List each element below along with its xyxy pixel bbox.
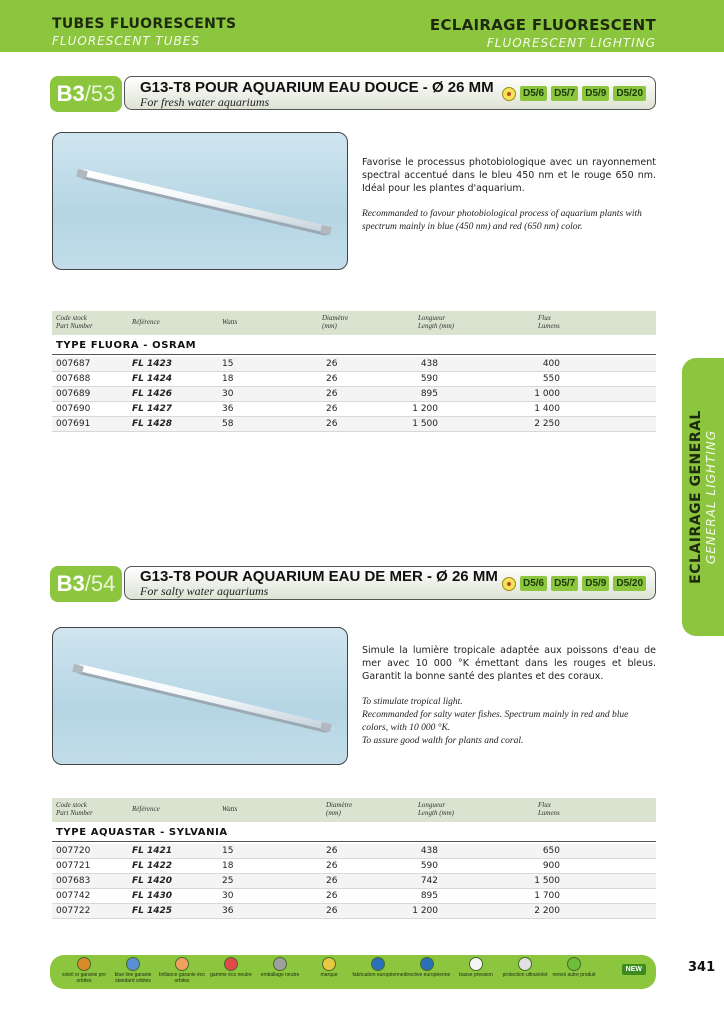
description-en-line: To assure good walth for plants and coral.: [362, 736, 524, 746]
table-divider: [52, 354, 656, 355]
compatibility-badges: [502, 576, 646, 591]
badge-d5-6: D5/6: [520, 576, 547, 591]
uv-protection-icon: [518, 957, 532, 971]
brilliance-icon: [175, 957, 189, 971]
legend-item: [450, 957, 502, 978]
badge-d5-20: D5/20: [613, 576, 646, 591]
table-row: [52, 859, 656, 874]
fluorescent-tube-illustration: [53, 133, 347, 269]
legend-item: [156, 957, 208, 984]
cell-diameter: 26: [326, 404, 338, 414]
cell-watts: 58: [222, 419, 234, 429]
side-tab-title: ECLAIRAGE GENERAL: [688, 410, 704, 584]
cell-flux: 900: [542, 861, 560, 871]
compatibility-badges: [502, 86, 646, 101]
cell-part-number: 007687: [56, 359, 91, 369]
legend-label: directive européenne: [403, 972, 451, 978]
cell-reference: FL 1422: [132, 861, 173, 871]
table-row: [52, 372, 656, 387]
cell-part-number: 007722: [56, 906, 91, 916]
product-image: [52, 627, 348, 765]
th-diam: Diamètre: [322, 314, 349, 322]
header-left-subtitle: FLUORESCENT TUBES: [52, 34, 200, 48]
cell-reference: FL 1425: [132, 906, 173, 916]
description-en: Recommanded to favour photobiological process of aquarium plants with spectrum mainly in blue (450 nm) and red (650 nm) color.: [362, 209, 642, 232]
th-code-en: Part Number: [56, 809, 93, 817]
product-type-title: TYPE AQUASTAR - SYLVANIA: [56, 827, 228, 838]
legend-label: soleil or garanie pro orbites: [62, 972, 106, 984]
cell-watts: 30: [222, 891, 234, 901]
sun-icon: [502, 577, 516, 591]
sun-icon: [77, 957, 91, 971]
header-right-title: ECLAIRAGE FLUORESCENT: [429, 16, 656, 34]
cell-reference: FL 1427: [132, 404, 173, 414]
cell-length: 895: [420, 891, 438, 901]
legend-item: [107, 957, 159, 984]
section-code-page: 54: [90, 571, 116, 596]
other-product-icon: [567, 957, 581, 971]
section-code-prefix: B3: [56, 81, 85, 106]
table-header: [52, 798, 656, 822]
cell-reference: FL 1420: [132, 876, 173, 886]
cell-length: 742: [420, 876, 438, 886]
description-fr: Simule la lumière tropicale adaptée aux poissons d'eau de mer avec 10 000 °K émettant dans les rouges et bleus. Garantit la bonne santé des plantes et des coraux.: [362, 645, 656, 682]
th-flux-fr: Flux: [538, 314, 551, 322]
eu-manufacture-icon: [371, 957, 385, 971]
cell-flux: 1 000: [534, 389, 560, 399]
cell-part-number: 007721: [56, 861, 91, 871]
cell-diameter: 26: [326, 846, 338, 856]
cell-diameter: 26: [326, 876, 338, 886]
low-pressure-icon: [469, 957, 483, 971]
new-badge: NEW: [622, 964, 646, 975]
cell-flux: 550: [542, 374, 560, 384]
section-subtitle: For fresh water aquariums: [140, 95, 270, 109]
th-ref: Référence: [132, 805, 160, 813]
cell-length: 438: [420, 846, 438, 856]
cell-diameter: 26: [326, 906, 338, 916]
cell-diameter: 26: [326, 891, 338, 901]
cell-reference: FL 1421: [132, 846, 173, 856]
legend-label: fabrication européenne: [352, 972, 404, 978]
section-code-page: 53: [90, 81, 116, 106]
th-length-fr: Longueur: [418, 314, 446, 322]
description-en-line: Recommanded for salty water fishes. Spectrum mainly in red and blue colors, with 10 000 °K.: [362, 710, 629, 733]
legend-item: [499, 957, 551, 978]
product-type-title: TYPE FLUORA - OSRAM: [56, 340, 197, 351]
description-en-line: To stimulate tropical light.: [362, 697, 463, 707]
table-header: [52, 311, 656, 335]
cell-flux: 650: [542, 846, 560, 856]
cell-flux: 2 250: [534, 419, 560, 429]
th-length-en: Length (mm): [418, 322, 454, 330]
section-code: B3/53: [50, 76, 122, 112]
cell-length: 438: [420, 359, 438, 369]
product-image: [52, 132, 348, 270]
badge-d5-9: D5/9: [582, 576, 609, 591]
legend-item: [254, 957, 306, 978]
cell-part-number: 007688: [56, 374, 91, 384]
th-watts: Watts: [222, 318, 238, 326]
cell-length: 895: [420, 389, 438, 399]
th-code-en: Part Number: [56, 322, 93, 330]
description-fr: Favorise le processus photobiologique avec un rayonnement spectral accentué dans le bleu 450 nm et le rouge 650 nm. Idéal pour les plantes d'aquarium.: [362, 157, 656, 194]
legend-label: basse pression: [459, 972, 493, 978]
footer-legend-bar: [50, 955, 656, 989]
legend-label: brillance garanie éco orbites: [158, 972, 206, 984]
cell-diameter: 26: [326, 389, 338, 399]
cell-watts: 15: [222, 846, 234, 856]
th-diam-unit: (mm): [326, 809, 341, 817]
cell-flux: 1 500: [534, 876, 560, 886]
cell-flux: 1 400: [534, 404, 560, 414]
fluorescent-tube-illustration: [53, 628, 347, 764]
cell-diameter: 26: [326, 359, 338, 369]
table-row: [52, 844, 656, 859]
th-diam: Diamètre: [326, 801, 353, 809]
marque-icon: [322, 957, 336, 971]
legend-item: [548, 957, 600, 978]
badge-d5-6: D5/6: [520, 86, 547, 101]
legend-label: gamme éco neutre: [210, 972, 252, 978]
cell-part-number: 007689: [56, 389, 91, 399]
cell-diameter: 26: [326, 419, 338, 429]
th-code-fr: Code stock: [56, 314, 87, 322]
th-ref: Référence: [132, 318, 160, 326]
header-left: [52, 16, 236, 48]
th-flux-en: Lumens: [538, 809, 560, 817]
cell-part-number: 007683: [56, 876, 91, 886]
cell-flux: 1 700: [534, 891, 560, 901]
legend-label: protection ultraviolet: [502, 972, 548, 978]
cell-reference: FL 1424: [132, 374, 173, 384]
header-right-subtitle: FLUORESCENT LIGHTING: [486, 36, 656, 50]
table-row: [52, 904, 656, 919]
cell-reference: FL 1423: [132, 359, 173, 369]
table-divider: [52, 841, 656, 842]
cell-part-number: 007691: [56, 419, 91, 429]
cell-diameter: 26: [326, 374, 338, 384]
th-watts: Watts: [222, 805, 238, 813]
cell-reference: FL 1426: [132, 389, 173, 399]
th-length-fr: Longueur: [418, 801, 446, 809]
th-length-en: Length (mm): [418, 809, 454, 817]
th-code-fr: Code stock: [56, 801, 87, 809]
eu-directive-icon: [420, 957, 434, 971]
cell-length: 1 500: [412, 419, 438, 429]
cell-watts: 36: [222, 404, 234, 414]
section-code-prefix: B3: [56, 571, 85, 596]
cell-watts: 30: [222, 389, 234, 399]
cell-flux: 2 200: [534, 906, 560, 916]
cell-length: 1 200: [412, 906, 438, 916]
product-table-body: [52, 844, 656, 919]
product-table-body: [52, 357, 656, 432]
badge-d5-9: D5/9: [582, 86, 609, 101]
table-row: [52, 357, 656, 372]
section-subtitle: For salty water aquariums: [140, 584, 269, 598]
cell-flux: 400: [542, 359, 560, 369]
th-flux-en: Lumens: [538, 322, 560, 330]
badge-d5-20: D5/20: [613, 86, 646, 101]
legend-item: [401, 957, 453, 978]
legend-label: blue line garanie standard orbites: [114, 972, 152, 984]
blue-line-icon: [126, 957, 140, 971]
table-row: [52, 402, 656, 417]
cell-watts: 25: [222, 876, 234, 886]
legend-label: renvoi autre produit: [552, 972, 596, 978]
description-en: [362, 696, 656, 748]
cell-watts: 15: [222, 359, 234, 369]
cell-length: 590: [420, 374, 438, 384]
page-number: 341: [688, 960, 716, 975]
section-code: B3/54: [50, 566, 122, 602]
sun-icon: [502, 87, 516, 101]
led-icon: [224, 957, 238, 971]
section-title: G13-T8 POUR AQUARIUM EAU DOUCE - Ø 26 MM: [140, 79, 494, 96]
cell-diameter: 26: [326, 861, 338, 871]
th-flux-fr: Flux: [538, 801, 551, 809]
table-row: [52, 387, 656, 402]
legend-item: [352, 957, 404, 978]
packaging-icon: [273, 957, 287, 971]
cell-length: 590: [420, 861, 438, 871]
cell-part-number: 007690: [56, 404, 91, 414]
cell-part-number: 007742: [56, 891, 91, 901]
cell-watts: 18: [222, 861, 234, 871]
badge-d5-7: D5/7: [551, 86, 578, 101]
th-diam-unit: (mm): [322, 322, 337, 330]
section-title: G13-T8 POUR AQUARIUM EAU DE MER - Ø 26 MM: [140, 568, 498, 585]
legend-item: [205, 957, 257, 978]
legend-item: [58, 957, 110, 984]
legend-label: emballage neutre: [260, 972, 300, 978]
table-row: [52, 889, 656, 904]
section-side-tab[interactable]: [682, 358, 724, 636]
table-row: [52, 874, 656, 889]
cell-reference: FL 1430: [132, 891, 173, 901]
badge-d5-7: D5/7: [551, 576, 578, 591]
side-tab-subtitle: GENERAL LIGHTING: [704, 429, 718, 565]
legend-item: [303, 957, 355, 978]
cell-part-number: 007720: [56, 846, 91, 856]
header-right: [430, 16, 656, 50]
cell-reference: FL 1428: [132, 419, 173, 429]
header-left-title: TUBES FLUORESCENTS: [52, 16, 237, 32]
cell-watts: 36: [222, 906, 234, 916]
cell-watts: 18: [222, 374, 234, 384]
cell-length: 1 200: [412, 404, 438, 414]
table-row: [52, 417, 656, 432]
legend-label: marque: [320, 972, 338, 978]
